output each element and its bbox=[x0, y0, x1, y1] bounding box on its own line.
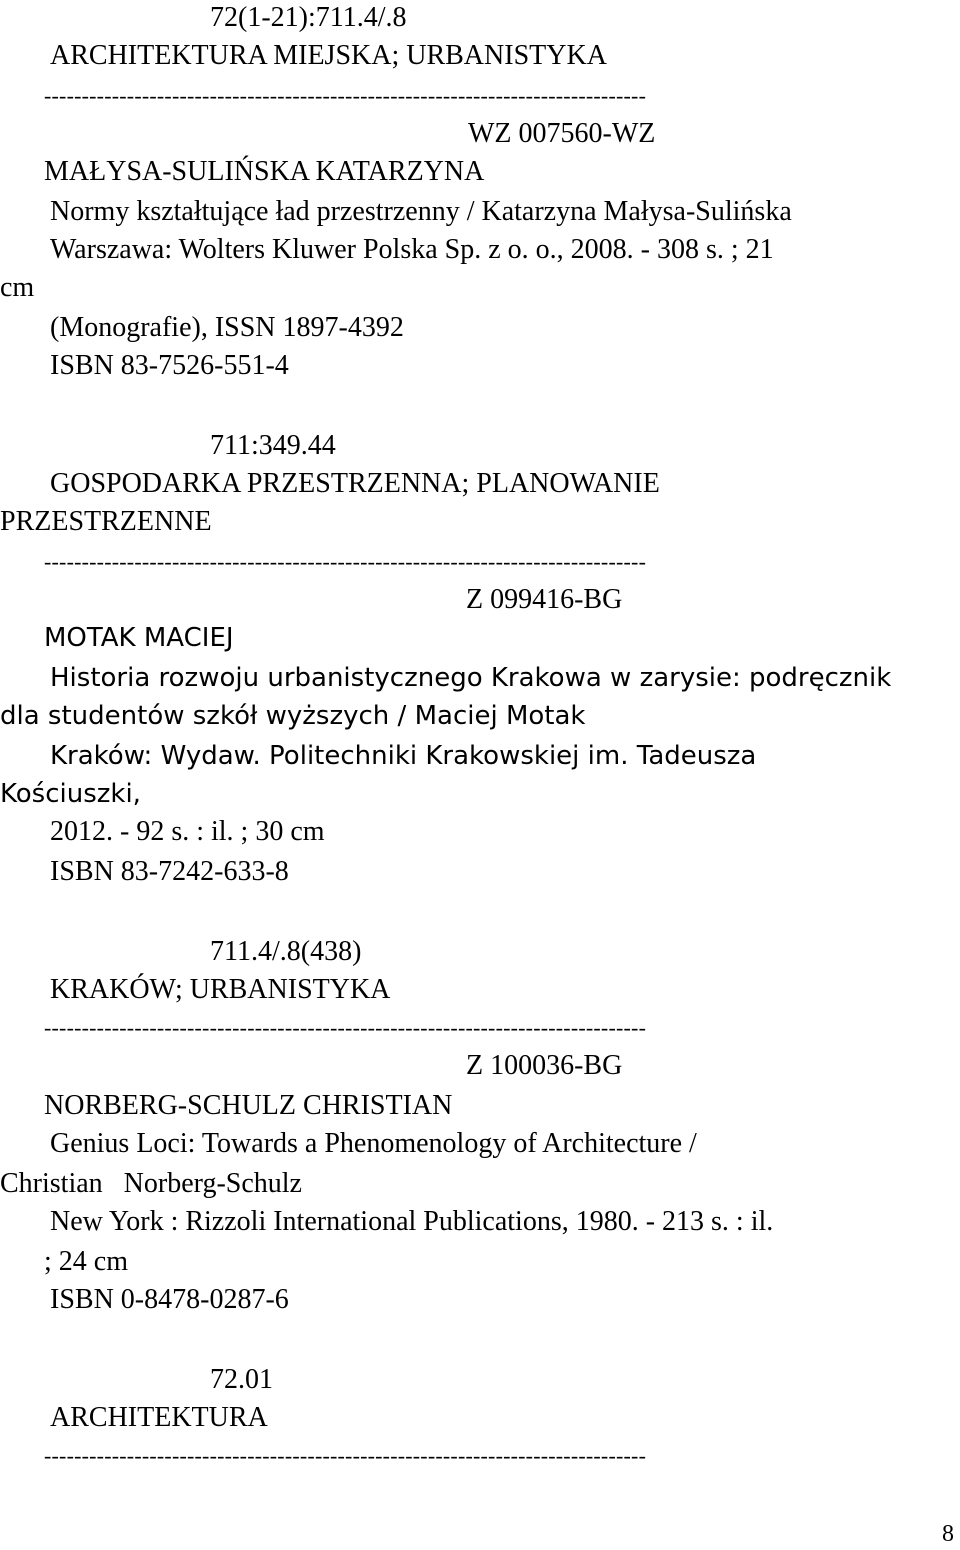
separator: -------------------------------------------------------------------------------- bbox=[44, 549, 647, 574]
separator: -------------------------------------------------------------------------------- bbox=[44, 1015, 647, 1040]
publication: New York : Rizzoli International Publications, 1980. - 213 s. : il. bbox=[50, 1206, 774, 1237]
title-continued: dla studentów szkół wyższych / Maciej Motak bbox=[0, 701, 586, 731]
publication-details: 2012. - 92 s. : il. ; 30 cm bbox=[50, 816, 325, 847]
subject-heading: GOSPODARKA PRZESTRZENNA; PLANOWANIE bbox=[50, 468, 660, 499]
signature: WZ 007560-WZ bbox=[468, 118, 656, 149]
subject-heading: ARCHITEKTURA bbox=[50, 1402, 268, 1433]
author: MOTAK MACIEJ bbox=[44, 623, 234, 653]
classification: 711:349.44 bbox=[210, 430, 336, 461]
subject-heading-continued: PRZESTRZENNE bbox=[0, 506, 212, 537]
subject-heading: ARCHITEKTURA MIEJSKA; URBANISTYKA bbox=[50, 40, 607, 71]
title: Normy kształtujące ład przestrzenny / Katarzyna Małysa-Sulińska bbox=[50, 196, 792, 227]
author: NORBERG-SCHULZ CHRISTIAN bbox=[44, 1090, 453, 1121]
publication-continued: Kościuszki, bbox=[0, 779, 141, 809]
author: MAŁYSA-SULIŃSKA KATARZYNA bbox=[44, 156, 485, 187]
title: Historia rozwoju urbanistycznego Krakowa w zarysie: podręcznik bbox=[50, 663, 892, 693]
publication: Kraków: Wydaw. Politechniki Krakowskiej im. Tadeusza bbox=[50, 741, 757, 771]
signature: Z 100036-BG bbox=[466, 1050, 623, 1081]
publication: Warszawa: Wolters Kluwer Polska Sp. z o. o., 2008. - 308 s. ; 21 bbox=[50, 234, 774, 265]
isbn: ISBN 83-7526-551-4 bbox=[50, 350, 289, 381]
classification: 711.4/.8(438) bbox=[210, 936, 362, 967]
isbn: ISBN 0-8478-0287-6 bbox=[50, 1284, 289, 1315]
page-number: 8 bbox=[942, 1521, 954, 1547]
classification: 72(1-21):711.4/.8 bbox=[210, 2, 407, 33]
isbn: ISBN 83-7242-633-8 bbox=[50, 856, 289, 887]
title: Genius Loci: Towards a Phenomenology of Architecture / bbox=[50, 1128, 697, 1159]
title-continued: Christian Norberg-Schulz bbox=[0, 1168, 302, 1199]
signature: Z 099416-BG bbox=[466, 584, 623, 615]
classification: 72.01 bbox=[210, 1364, 273, 1395]
publication-continued: ; 24 cm bbox=[44, 1246, 128, 1277]
subject-heading: KRAKÓW; URBANISTYKA bbox=[50, 974, 391, 1005]
series: (Monografie), ISSN 1897-4392 bbox=[50, 312, 404, 343]
separator: -------------------------------------------------------------------------------- bbox=[44, 1443, 647, 1468]
separator: -------------------------------------------------------------------------------- bbox=[44, 83, 647, 108]
publication-continued: cm bbox=[0, 272, 35, 303]
